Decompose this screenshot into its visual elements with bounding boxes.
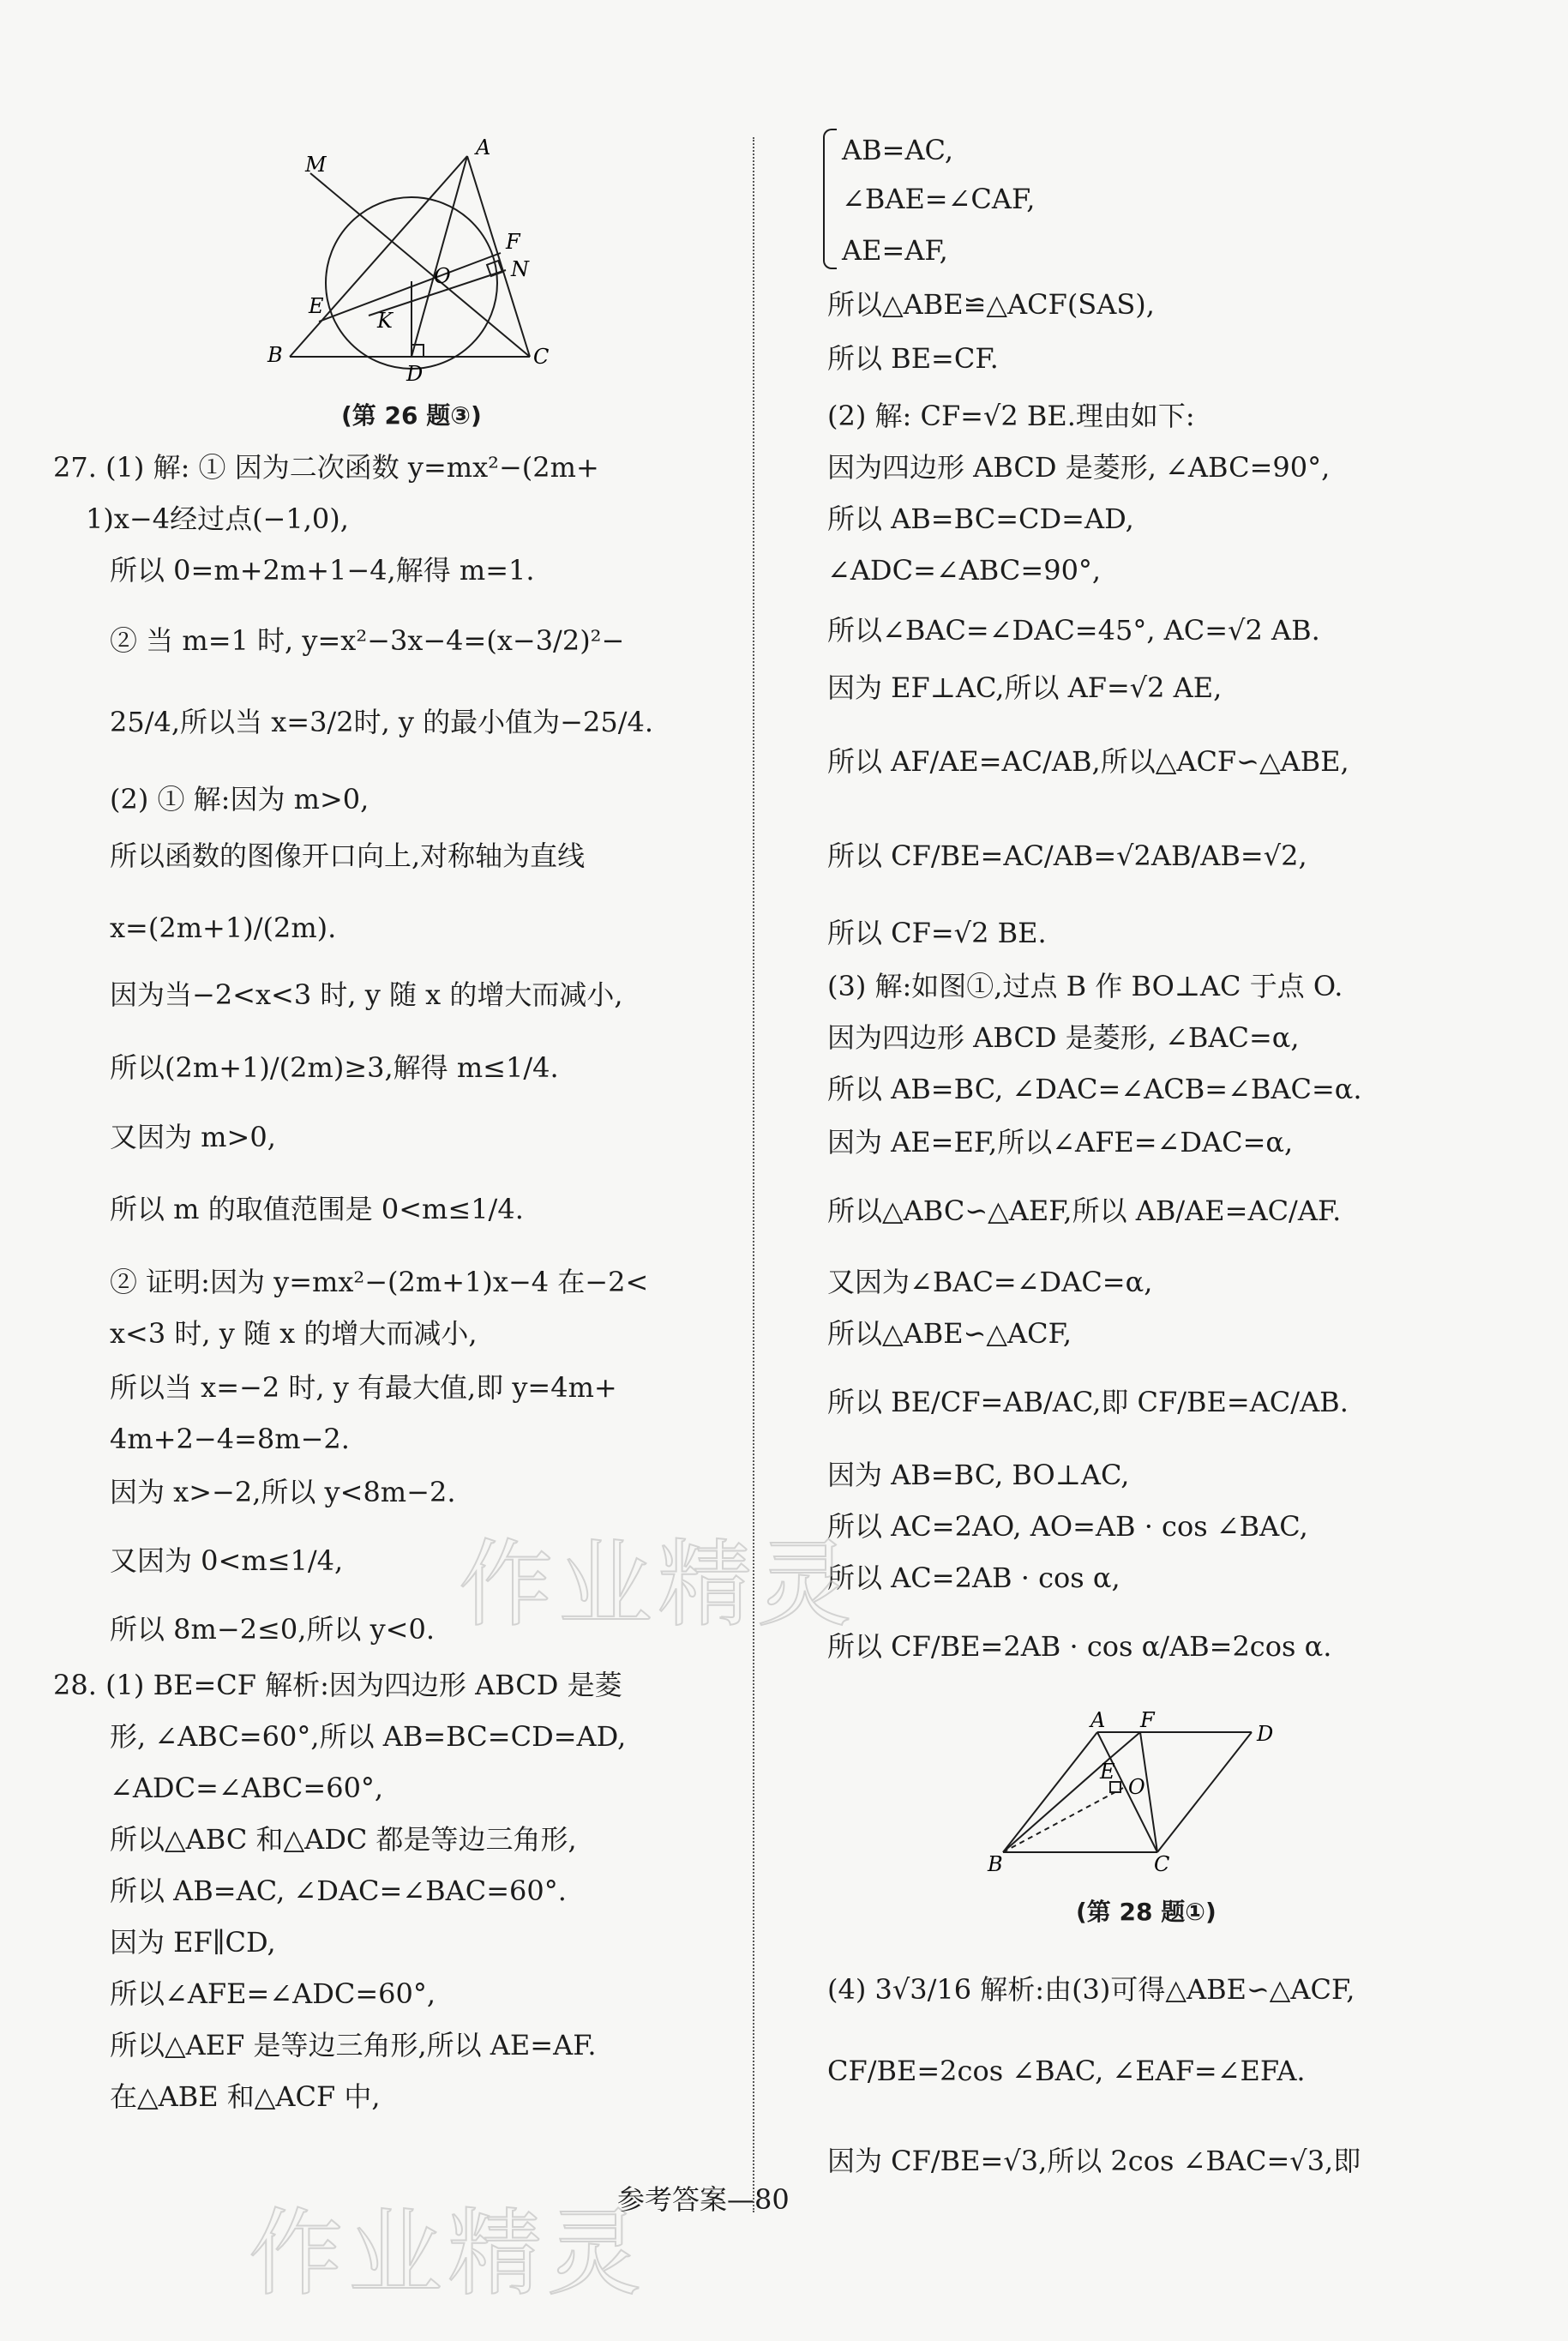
- watermark-bottom: 作业精灵: [249, 2199, 646, 2308]
- right-line-20: 因为 AB=BC, BO⊥AC,: [827, 1459, 1130, 1491]
- brace-line-3: AE=AF,: [842, 234, 948, 267]
- left-line-6: (2) ① 解:因为 m>0,: [110, 783, 369, 815]
- fig28-label-A: A: [1090, 1708, 1106, 1732]
- fig26-label-A: A: [476, 137, 491, 159]
- right-line-11: 所以 CF=√2 BE.: [827, 917, 1047, 949]
- left-line-27: 所以△AEF 是等边三角形,所以 AE=AF.: [110, 2029, 597, 2061]
- right-line-25: CF/BE=2cos ∠BAC, ∠EAF=∠EFA.: [827, 2055, 1306, 2087]
- left-line-3: 所以 0=m+2m+1−4,解得 m=1.: [110, 554, 535, 587]
- brace-line-2: ∠BAE=∠CAF,: [842, 183, 1036, 215]
- fig26-label-M: M: [305, 153, 327, 177]
- column-divider: [753, 137, 754, 2212]
- fig26-label-N: N: [511, 257, 529, 281]
- right-line-24: (4) 3√3/16 解析:由(3)可得△ABE∽△ACF,: [827, 1973, 1355, 2006]
- left-line-25: 因为 EF∥CD,: [110, 1926, 276, 1959]
- figure-26-caption: (第 26 题③): [341, 401, 482, 430]
- left-line-7: 所以函数的图像开口向上,对称轴为直线: [110, 840, 586, 872]
- brace-line-1: AB=AC,: [842, 134, 954, 166]
- fig26-label-B: B: [267, 343, 283, 367]
- right-line-12: (3) 解:如图①,过点 B 作 BO⊥AC 于点 O.: [827, 970, 1343, 1002]
- left-line-26: 所以∠AFE=∠ADC=60°,: [110, 1977, 436, 2010]
- left-line-23: 所以△ABC 和△ADC 都是等边三角形,: [110, 1823, 577, 1856]
- figure-28-diagram: [977, 1706, 1303, 1878]
- fig26-label-F: F: [506, 230, 520, 254]
- fig26-label-C: C: [533, 345, 550, 369]
- left-line-18: 又因为 0<m≤1/4,: [110, 1544, 344, 1577]
- right-line-19: 所以 BE/CF=AB/AC,即 CF/BE=AC/AB.: [827, 1386, 1349, 1418]
- right-line-10: 所以 CF/BE=AC/AB=√2AB/AB=√2,: [827, 840, 1307, 872]
- right-line-18: 所以△ABE∽△ACF,: [827, 1317, 1072, 1350]
- left-line-10: 所以(2m+1)/(2m)≥3,解得 m≤1/4.: [110, 1051, 559, 1084]
- left-line-1: 27. (1) 解: ① 因为二次函数 y=mx²−(2m+: [53, 451, 599, 484]
- right-line-13: 因为四边形 ABCD 是菱形, ∠BAC=α,: [827, 1021, 1300, 1054]
- left-line-22: ∠ADC=∠ABC=60°,: [110, 1772, 384, 1804]
- right-line-21: 所以 AC=2AO, AO=AB · cos ∠BAC,: [827, 1510, 1308, 1543]
- fig28-label-B: B: [988, 1852, 1003, 1876]
- left-line-24: 所以 AB=AC, ∠DAC=∠BAC=60°.: [110, 1875, 567, 1907]
- left-line-2: 1)x−4经过点(−1,0),: [86, 503, 349, 535]
- right-line-7: 所以∠BAC=∠DAC=45°, AC=√2 AB.: [827, 614, 1320, 647]
- page-footer: 参考答案—80: [617, 2183, 790, 2216]
- fig26-label-E: E: [309, 294, 324, 318]
- right-line-15: 因为 AE=EF,所以∠AFE=∠DAC=α,: [827, 1126, 1294, 1158]
- left-line-16: 4m+2−4=8m−2.: [110, 1423, 350, 1455]
- system-brace: [823, 129, 837, 269]
- watermark-middle: 作业精灵: [459, 1530, 856, 1640]
- right-line-6: ∠ADC=∠ABC=90°,: [827, 554, 1102, 587]
- right-line-22: 所以 AC=2AB · cos α,: [827, 1562, 1120, 1594]
- left-line-21: 形, ∠ABC=60°,所以 AB=BC=CD=AD,: [110, 1720, 627, 1753]
- left-line-19: 所以 8m−2≤0,所以 y<0.: [110, 1613, 435, 1646]
- right-line-26: 因为 CF/BE=√3,所以 2cos ∠BAC=√3,即: [827, 2145, 1361, 2177]
- right-line-4: 因为四边形 ABCD 是菱形, ∠ABC=90°,: [827, 451, 1331, 484]
- left-line-4: ② 当 m=1 时, y=x²−3x−4=(x−3/2)²−: [110, 624, 625, 657]
- fig26-label-K: K: [377, 309, 393, 333]
- fig28-label-C: C: [1154, 1852, 1170, 1876]
- right-line-8: 因为 EF⊥AC,所以 AF=√2 AE,: [827, 671, 1223, 704]
- right-line-17: 又因为∠BAC=∠DAC=α,: [827, 1266, 1153, 1298]
- figure-28-caption: (第 28 题①): [1076, 1898, 1217, 1926]
- left-line-9: 因为当−2<x<3 时, y 随 x 的增大而减小,: [110, 978, 623, 1011]
- left-line-12: 所以 m 的取值范围是 0<m≤1/4.: [110, 1193, 524, 1225]
- right-line-1: 所以△ABE≌△ACF(SAS),: [827, 288, 1155, 321]
- left-line-17: 因为 x>−2,所以 y<8m−2.: [110, 1476, 456, 1508]
- left-line-28: 在△ABE 和△ACF 中,: [110, 2080, 381, 2113]
- right-line-5: 所以 AB=BC=CD=AD,: [827, 503, 1134, 535]
- fig28-label-O: O: [1128, 1775, 1145, 1799]
- right-line-3: (2) 解: CF=√2 BE.理由如下:: [827, 400, 1195, 432]
- left-line-5: 25/4,所以当 x=3/2时, y 的最小值为−25/4.: [110, 706, 654, 738]
- fig26-label-O: O: [434, 264, 451, 288]
- figure-26-diagram: [257, 137, 583, 386]
- left-line-8: x=(2m+1)/(2m).: [110, 912, 337, 944]
- fig26-label-D: D: [406, 362, 424, 386]
- fig28-label-F: F: [1140, 1708, 1155, 1732]
- right-line-14: 所以 AB=BC, ∠DAC=∠ACB=∠BAC=α.: [827, 1073, 1362, 1105]
- figure-26: [257, 137, 583, 386]
- left-line-11: 又因为 m>0,: [110, 1121, 276, 1153]
- left-line-20: 28. (1) BE=CF 解析:因为四边形 ABCD 是菱: [53, 1669, 622, 1701]
- figure-28: [977, 1706, 1303, 1878]
- fig28-label-E: E: [1100, 1760, 1115, 1784]
- fig28-label-D: D: [1257, 1722, 1274, 1746]
- left-line-14: x<3 时, y 随 x 的增大而减小,: [110, 1317, 478, 1350]
- left-line-15: 所以当 x=−2 时, y 有最大值,即 y=4m+: [110, 1371, 617, 1404]
- right-line-16: 所以△ABC∽△AEF,所以 AB/AE=AC/AF.: [827, 1195, 1342, 1227]
- left-line-13: ② 证明:因为 y=mx²−(2m+1)x−4 在−2<: [110, 1266, 649, 1298]
- right-line-23: 所以 CF/BE=2AB · cos α/AB=2cos α.: [827, 1630, 1332, 1663]
- right-line-2: 所以 BE=CF.: [827, 342, 999, 375]
- right-line-9: 所以 AF/AE=AC/AB,所以△ACF∽△ABE,: [827, 745, 1349, 778]
